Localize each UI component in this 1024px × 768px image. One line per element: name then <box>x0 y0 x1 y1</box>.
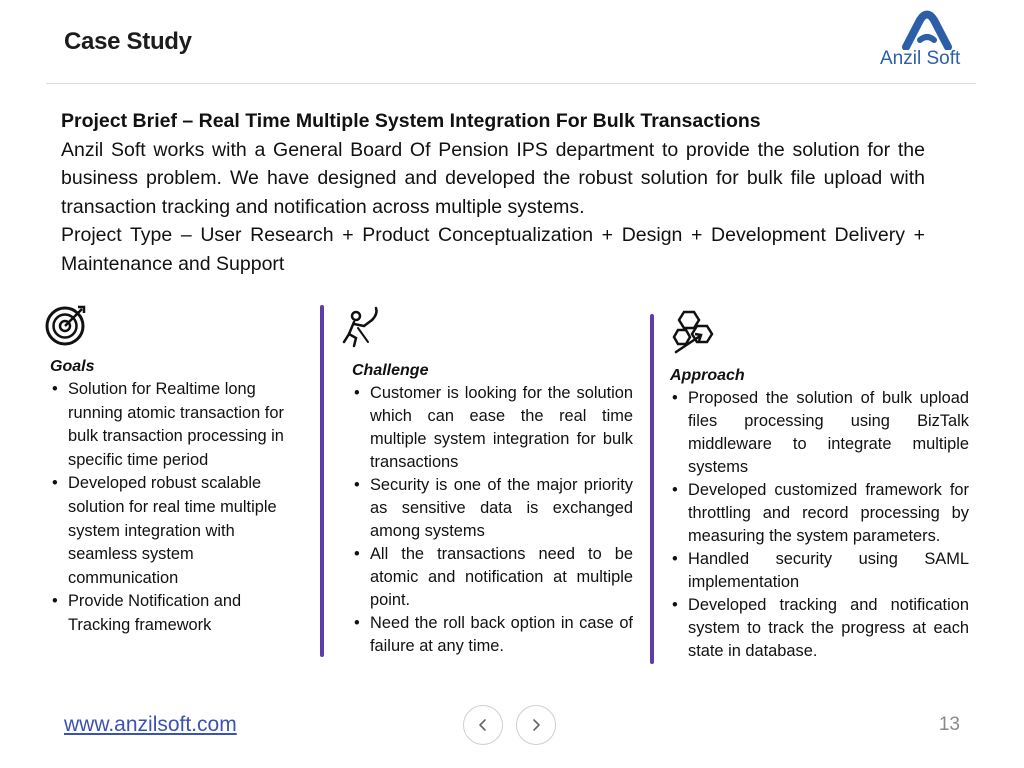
challenge-list <box>352 382 633 658</box>
climber-icon <box>340 306 386 352</box>
next-slide-button[interactable] <box>516 705 556 745</box>
brief-title: Project Brief – Real Time Multiple System Integration For Bulk Transactions <box>61 110 761 132</box>
list-item: • Proposed the solution of bulk upload files processing using BizTalk middleware to integrate multiple systems <box>670 387 969 479</box>
website-link[interactable]: www.anzilsoft.com <box>64 713 237 736</box>
goals-heading: Goals <box>50 358 95 375</box>
goals-section <box>50 356 300 638</box>
previous-slide-button[interactable] <box>463 705 503 745</box>
brief-description: Anzil Soft works with a General Board Of Pension IPS department to provide the solution for the business problem. We have designed and developed the robust solution for bulk file upload with transaction tracking and notification across multiple systems. <box>61 138 925 218</box>
goals-list <box>50 378 300 638</box>
project-brief <box>61 107 925 279</box>
list-item: • Handled security using SAML implementation <box>670 548 969 594</box>
target-icon <box>44 301 90 347</box>
approach-section <box>670 365 969 663</box>
column-divider <box>320 305 324 657</box>
hexagon-strategy-icon <box>670 310 716 356</box>
company-logo <box>872 10 982 74</box>
list-item: • Solution for Realtime long running atomic transaction for bulk transaction processing in specific time period <box>50 378 300 472</box>
list-item: • Need the roll back option in case of failure at any time. <box>352 612 633 658</box>
column-divider <box>650 314 654 664</box>
challenge-heading: Challenge <box>352 362 429 379</box>
page-number: 13 <box>938 714 960 735</box>
list-item: • Developed customized framework for throttling and record processing by measuring the system parameters. <box>670 479 969 548</box>
challenge-section <box>352 360 633 658</box>
list-item: • Customer is looking for the solution which can ease the real time multiple system integration for bulk transactions <box>352 382 633 474</box>
list-item: • Security is one of the major priority as sensitive data is exchanged among systems <box>352 474 633 543</box>
list-item: • Developed robust scalable solution for real time multiple system integration with seamless system communication <box>50 472 300 590</box>
page-title: Case Study <box>64 28 192 55</box>
list-item: • Provide Notification and Tracking framework <box>50 590 300 637</box>
anzil-logo-icon <box>872 10 982 50</box>
approach-heading: Approach <box>670 367 745 384</box>
list-item: • All the transactions need to be atomic and notification at multiple point. <box>352 543 633 612</box>
header-divider <box>46 83 976 84</box>
chevron-right-icon <box>529 718 543 732</box>
project-type: Project Type – User Research + Product Conceptualization + Design + Development Delivery + Maintenance and Support <box>61 224 925 275</box>
chevron-left-icon <box>476 718 490 732</box>
logo-text: Anzil Soft <box>880 48 961 69</box>
approach-list <box>670 387 969 663</box>
list-item: • Developed tracking and notification system to track the progress at each state in database. <box>670 594 969 663</box>
